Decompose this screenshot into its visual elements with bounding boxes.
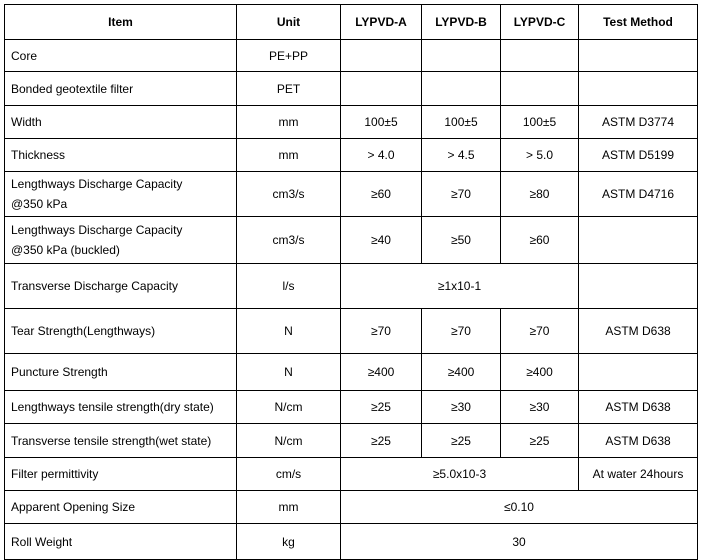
row-test-method: ASTM D638 xyxy=(579,309,698,354)
table-row xyxy=(5,106,698,139)
row-value-a: ≥60 xyxy=(341,172,422,217)
row-test-method: ASTM D638 xyxy=(579,391,698,424)
row-item-line2: @350 kPa xyxy=(11,197,68,211)
row-value-merged: 30 xyxy=(341,524,698,560)
row-value-b xyxy=(422,40,501,72)
row-value-b: ≥400 xyxy=(422,354,501,391)
row-unit: N/cm xyxy=(237,424,341,458)
table-row xyxy=(5,264,698,309)
row-value-a xyxy=(341,72,422,106)
row-test-method xyxy=(579,264,698,309)
row-item-line1: Lengthways Discharge Capacity xyxy=(11,223,183,237)
row-unit: N xyxy=(237,309,341,354)
row-test-method: ASTM D3774 xyxy=(579,106,698,139)
row-test-method xyxy=(579,217,698,264)
row-value-b: ≥30 xyxy=(422,391,501,424)
table-row xyxy=(5,309,698,354)
table-row xyxy=(5,72,698,106)
row-value-a: ≥25 xyxy=(341,391,422,424)
row-value-c: ≥70 xyxy=(501,309,579,354)
header-lypvd-c: LYPVD-C xyxy=(501,5,579,40)
row-value-c xyxy=(501,72,579,106)
header-test-method: Test Method xyxy=(579,5,698,40)
header-unit: Unit xyxy=(237,5,341,40)
row-item: Apparent Opening Size xyxy=(5,491,237,524)
row-value-b: ≥70 xyxy=(422,172,501,217)
row-item-line1: Lengthways Discharge Capacity xyxy=(11,177,183,191)
row-item: Puncture Strength xyxy=(5,354,237,391)
row-value-b: ≥25 xyxy=(422,424,501,458)
table-row xyxy=(5,217,698,264)
table-row xyxy=(5,491,698,524)
row-unit: PET xyxy=(237,72,341,106)
row-value-a xyxy=(341,40,422,72)
row-value-c: > 5.0 xyxy=(501,139,579,172)
row-unit: cm3/s xyxy=(237,217,341,264)
row-value-c: ≥80 xyxy=(501,172,579,217)
table-row xyxy=(5,40,698,72)
row-value-b: > 4.5 xyxy=(422,139,501,172)
row-value-a: ≥400 xyxy=(341,354,422,391)
row-value-c: ≥60 xyxy=(501,217,579,264)
table-row xyxy=(5,139,698,172)
row-value-a: ≥25 xyxy=(341,424,422,458)
row-test-method: ASTM D638 xyxy=(579,424,698,458)
row-test-method: At water 24hours xyxy=(579,458,698,491)
row-item: Transverse tensile strength(wet state) xyxy=(5,424,237,458)
row-test-method: ASTM D5199 xyxy=(579,139,698,172)
row-value-b xyxy=(422,72,501,106)
table-row xyxy=(5,172,698,217)
row-item-line2: @350 kPa (buckled) xyxy=(11,243,120,257)
row-value-c: 100±5 xyxy=(501,106,579,139)
header-row xyxy=(5,5,698,40)
table-row xyxy=(5,391,698,424)
row-value-merged: ≥5.0x10-3 xyxy=(341,458,579,491)
row-item: Filter permittivity xyxy=(5,458,237,491)
row-unit: kg xyxy=(237,524,341,560)
row-unit: mm xyxy=(237,491,341,524)
row-unit: mm xyxy=(237,139,341,172)
row-unit: N/cm xyxy=(237,391,341,424)
row-value-a: ≥40 xyxy=(341,217,422,264)
row-value-b: 100±5 xyxy=(422,106,501,139)
row-item: Width xyxy=(5,106,237,139)
row-value-a: 100±5 xyxy=(341,106,422,139)
row-value-b: ≥50 xyxy=(422,217,501,264)
row-item: Transverse Discharge Capacity xyxy=(5,264,237,309)
row-item: Roll Weight xyxy=(5,524,237,560)
row-unit: mm xyxy=(237,106,341,139)
specification-table xyxy=(4,4,698,560)
table-row xyxy=(5,458,698,491)
row-item: Tear Strength(Lengthways) xyxy=(5,309,237,354)
row-item: Lengthways tensile strength(dry state) xyxy=(5,391,237,424)
header-lypvd-b: LYPVD-B xyxy=(422,5,501,40)
row-item: Bonded geotextile filter xyxy=(5,72,237,106)
row-item: Core xyxy=(5,40,237,72)
row-item xyxy=(5,217,237,264)
row-value-merged: ≥1x10-1 xyxy=(341,264,579,309)
row-value-merged: ≤0.10 xyxy=(341,491,698,524)
row-value-b: ≥70 xyxy=(422,309,501,354)
row-value-a: > 4.0 xyxy=(341,139,422,172)
row-item: Thickness xyxy=(5,139,237,172)
row-unit: cm/s xyxy=(237,458,341,491)
row-test-method xyxy=(579,40,698,72)
header-item: Item xyxy=(5,5,237,40)
table-row xyxy=(5,354,698,391)
row-unit: cm3/s xyxy=(237,172,341,217)
row-unit: PE+PP xyxy=(237,40,341,72)
row-test-method xyxy=(579,354,698,391)
table-row xyxy=(5,524,698,560)
row-value-a: ≥70 xyxy=(341,309,422,354)
row-value-c: ≥25 xyxy=(501,424,579,458)
row-value-c xyxy=(501,40,579,72)
row-item xyxy=(5,172,237,217)
row-unit: l/s xyxy=(237,264,341,309)
row-value-c: ≥400 xyxy=(501,354,579,391)
row-test-method xyxy=(579,72,698,106)
row-unit: N xyxy=(237,354,341,391)
row-test-method: ASTM D4716 xyxy=(579,172,698,217)
row-value-c: ≥30 xyxy=(501,391,579,424)
table-row xyxy=(5,424,698,458)
header-lypvd-a: LYPVD-A xyxy=(341,5,422,40)
